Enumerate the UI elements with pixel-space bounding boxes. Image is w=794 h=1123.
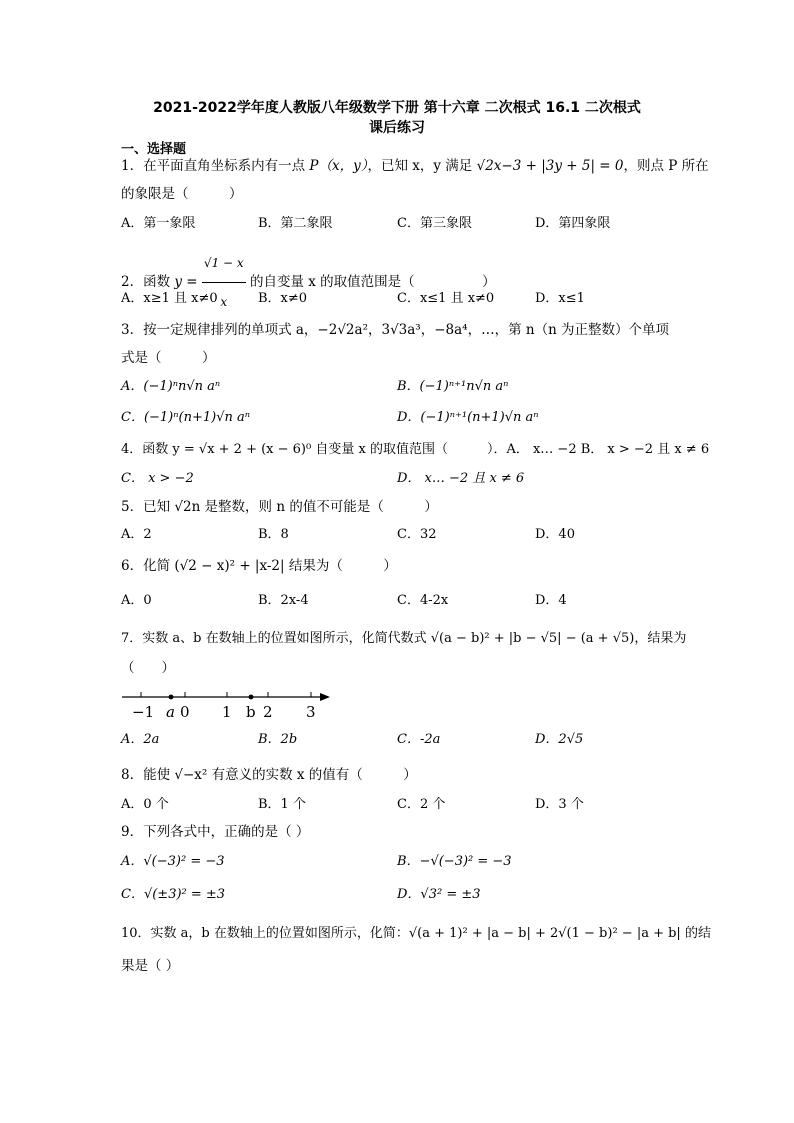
q7-option-c[interactable]: C．-2a	[397, 732, 441, 747]
q7-option-a[interactable]: A．2a	[121, 732, 160, 747]
q6-option-c[interactable]: C．4-2x	[397, 593, 449, 608]
q1-option-b[interactable]: B．第二象限	[258, 216, 333, 231]
q1-option-c[interactable]: C．第三象限	[397, 216, 472, 231]
q9-option-b[interactable]: B．−√(−3)² = −3	[397, 854, 512, 869]
q6-option-a[interactable]: A．0	[121, 593, 152, 608]
q5-option-c[interactable]: C．32	[397, 527, 437, 542]
question-10: 10．实数 a，b 在数轴上的位置如图所示，化简：√(a + 1)² + |a − b| + 2√(1 − b)² − |a + b| 的结	[121, 926, 711, 941]
question-2	[121, 244, 681, 321]
q7-option-d[interactable]: D．2√5	[535, 732, 584, 747]
q8-option-a[interactable]: A．0 个	[121, 797, 169, 812]
label-2: 2	[263, 703, 273, 721]
q6-option-d[interactable]: D．4	[535, 593, 567, 608]
question-9: 9．下列各式中，正确的是（ ）	[121, 824, 310, 840]
q1-expression: √2x−3 + |3y + 5| = 0	[476, 158, 624, 174]
q4-option-d[interactable]: D． x… −2 且 x ≠ 6	[397, 471, 525, 486]
q6-option-b[interactable]: B．2x-4	[258, 593, 309, 608]
q2-option-d[interactable]: D．x≤1	[535, 291, 585, 306]
q8-option-d[interactable]: D．3 个	[535, 797, 584, 812]
question-7-line2: （ ）	[121, 660, 175, 676]
question-1	[121, 156, 709, 176]
q9-option-c[interactable]: C．√(±3)² = ±3	[121, 887, 226, 902]
document-title: 2021-2022学年度人教版八年级数学下册 第十六章 二次根式 16.1 二次根式	[153, 100, 641, 116]
q2-text-b: 的自变量 x 的取值范围是（ ）	[245, 274, 496, 290]
q2-fraction	[202, 244, 246, 321]
q8-option-b[interactable]: B．1 个	[258, 797, 306, 812]
number-line-arrow	[320, 693, 330, 701]
q2-denominator: x	[220, 295, 228, 309]
q2-option-b[interactable]: B．x≠0	[258, 291, 308, 306]
q1-option-d[interactable]: D．第四象限	[535, 216, 611, 231]
q7-option-b[interactable]: B．2b	[258, 732, 298, 747]
label-a: a	[166, 703, 175, 721]
q9-option-a[interactable]: A．√(−3)² = −3	[121, 854, 225, 869]
q2-numerator: √1 − x	[202, 244, 246, 283]
label-b: b	[246, 703, 256, 721]
q5-option-d[interactable]: D．40	[535, 527, 575, 542]
point-a	[169, 695, 174, 700]
q1-text-c: ，则点 P 所在	[623, 158, 709, 174]
question-1-line2: 的象限是（ ）	[121, 186, 243, 202]
question-8: 8．能使 √−x² 有意义的实数 x 的值有（ ）	[121, 767, 417, 783]
question-4: 4．函数 y = √x + 2 + (x − 6)⁰ 自变量 x 的取值范围（ ）．A． x… −2 B． x > −2 且 x ≠ 6	[121, 442, 710, 457]
label-0: 0	[180, 703, 190, 721]
label-minus-1: −1	[132, 703, 155, 721]
q3-option-a[interactable]: A．(−1)ⁿn√n aⁿ	[121, 379, 221, 394]
q5-option-a[interactable]: A．2	[121, 527, 152, 542]
q3-option-c[interactable]: C．(−1)ⁿ(n+1)√n aⁿ	[121, 410, 251, 425]
q2-text-a: 2．函数	[121, 274, 175, 290]
q3-option-b[interactable]: B．(−1)ⁿ⁺¹n√n aⁿ	[397, 379, 509, 394]
q1-text-b: ，已知 x，y 满足	[367, 158, 477, 174]
q3-option-d[interactable]: D．(−1)ⁿ⁺¹(n+1)√n aⁿ	[397, 410, 539, 425]
label-1: 1	[222, 703, 232, 721]
q8-option-c[interactable]: C．2 个	[397, 797, 446, 812]
number-line-figure	[118, 687, 338, 723]
question-7: 7．实数 a、b 在数轴上的位置如图所示，化简代数式 √(a − b)² + |b − √5| − (a + √5)，结果为	[121, 631, 687, 646]
q2-option-c[interactable]: C．x≤1 且 x≠0	[397, 291, 495, 306]
point-b	[249, 695, 254, 700]
question-5: 5．已知 √2n 是整数，则 n 的值不可能是（ ）	[121, 499, 438, 515]
label-3: 3	[306, 703, 316, 721]
q2-y-eq: y =	[174, 274, 198, 290]
q5-option-b[interactable]: B．8	[258, 527, 289, 542]
q1-option-a[interactable]: A．第一象限	[121, 216, 196, 231]
q9-option-d[interactable]: D．√3² = ±3	[397, 887, 481, 902]
q2-option-a[interactable]: A．x≥1 且 x≠0	[121, 291, 218, 306]
q1-point: P（x，y）	[309, 158, 368, 174]
q4-option-c[interactable]: C． x > −2	[121, 471, 194, 486]
q1-text-a: 1．在平面直角坐标系内有一点	[121, 158, 310, 174]
question-6: 6．化简 (√2 − x)² + |x-2| 结果为（ ）	[121, 558, 397, 574]
question-3-line2: 式是（ ）	[121, 350, 216, 366]
question-10-line2: 果是（ ）	[121, 958, 180, 974]
section-heading: 一、选择题	[121, 142, 187, 157]
question-3: 3．按一定规律排列的单项式 a，−2√2a²，3√3a³，−8a⁴，…，第 n（n 为正整数）个单项	[121, 322, 670, 338]
document-subtitle: 课后练习	[369, 120, 425, 136]
